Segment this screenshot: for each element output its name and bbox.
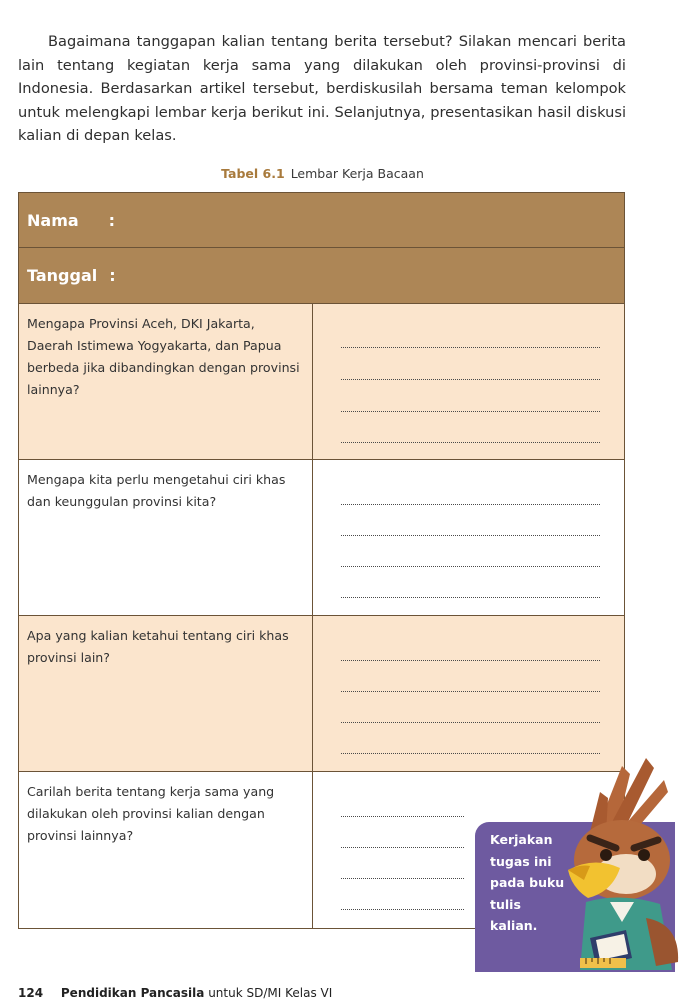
name-row (18, 192, 625, 248)
answer-line (341, 722, 600, 723)
answer-line (341, 847, 464, 848)
callout-text: Kerjakan tugas ini pada buku tulis kalian. (490, 832, 565, 933)
date-row (18, 248, 625, 304)
answer-line (341, 379, 600, 380)
table-caption (0, 166, 645, 181)
answer-line (341, 566, 600, 567)
answer-line (341, 816, 464, 817)
question-text-3: Apa yang kalian ketahui tentang ciri khas provinsi lain? (19, 616, 313, 771)
page-footer (18, 986, 332, 1000)
intro-text: Bagaimana tanggapan kalian tentang berita tersebut? Silakan mencari berita lain tentang kegiatan kerja sama yang dilakukan oleh provinsi-provinsi di Indonesia. Berdasarkan artikel tersebut, berdiskusilah bersama teman kelompok untuk melengkapi lembar kerja berikut ini. Selanjutnya, presentasikan hasil diskusi kalian di depan kelas. (18, 33, 626, 145)
answer-area-1[interactable] (313, 304, 624, 459)
answer-line (341, 347, 600, 348)
question-text-4: Carilah berita tentang kerja sama yang dilakukan oleh provinsi kalian dengan provinsi lainnya? (19, 772, 313, 928)
page-number: 124 (18, 986, 44, 1000)
answer-line (341, 442, 600, 443)
book-subtitle: untuk SD/MI Kelas VI (208, 986, 333, 1000)
question-text-1: Mengapa Provinsi Aceh, DKI Jakarta, Daerah Istimewa Yogyakarta, dan Papua berbeda jika dibandingkan dengan provinsi lainnya? (19, 304, 313, 459)
answer-area-2[interactable] (313, 460, 624, 615)
question-text-2: Mengapa kita perlu mengetahui ciri khas dan keunggulan provinsi kita? (19, 460, 313, 615)
question-row-1 (18, 304, 625, 460)
answer-line (341, 878, 464, 879)
caption-number: Tabel 6.1 (221, 166, 285, 181)
intro-paragraph (18, 30, 626, 148)
answer-area-3[interactable] (313, 616, 624, 771)
name-colon: : (108, 210, 116, 230)
date-label: Tanggal (27, 266, 98, 285)
answer-line (341, 660, 600, 661)
answer-line (341, 909, 464, 910)
eagle-mascot-icon (560, 752, 680, 972)
answer-line (341, 691, 600, 692)
date-colon: : (109, 266, 116, 285)
question-row-2 (18, 460, 625, 616)
answer-line (341, 597, 600, 598)
caption-title: Lembar Kerja Bacaan (290, 166, 424, 181)
answer-line (341, 411, 600, 412)
answer-line (341, 504, 600, 505)
answer-line (341, 535, 600, 536)
question-row-3 (18, 616, 625, 772)
book-title: Pendidikan Pancasila (60, 986, 205, 1000)
worksheet-table (18, 192, 625, 929)
name-label: Nama (27, 210, 79, 230)
